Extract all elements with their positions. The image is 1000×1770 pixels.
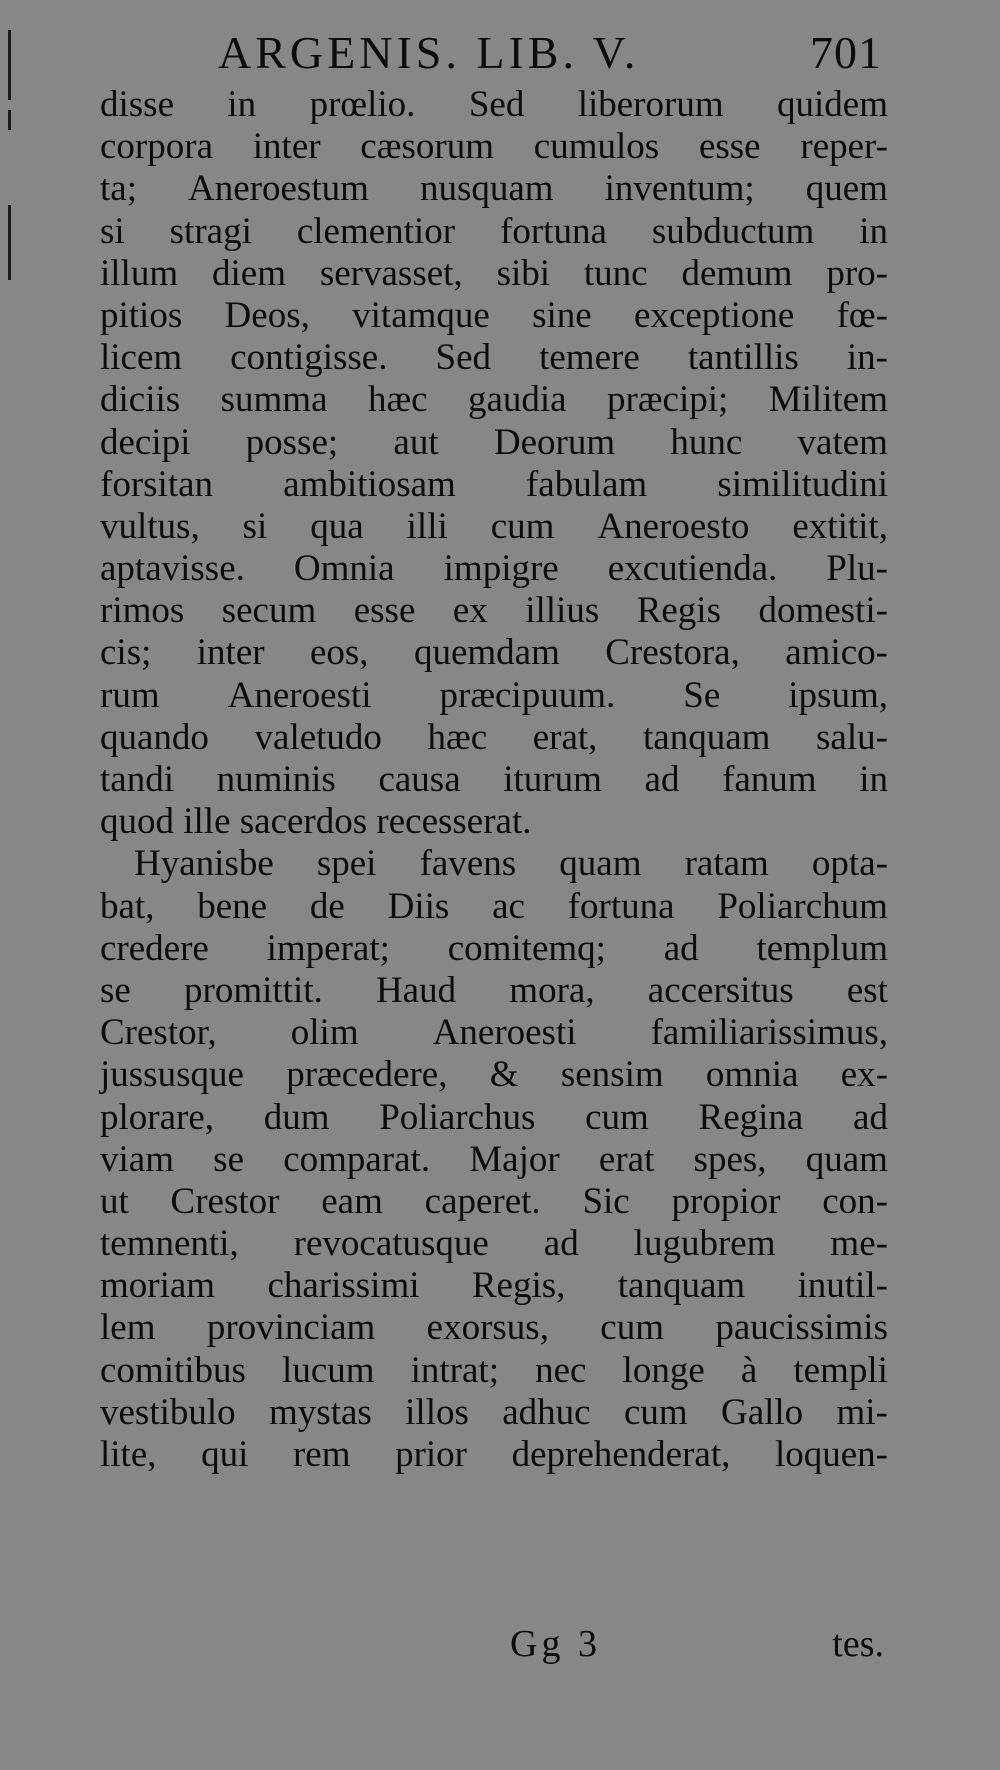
text-line: quod ille sacerdos recesserat. xyxy=(100,801,532,843)
text-line: vultus, si qua illi cum Aneroesto extitit, xyxy=(100,505,888,547)
text-line: viam se comparat. Major erat spes, quam xyxy=(100,1138,888,1180)
text-line: Crestor, olim Aneroesti familiarissimus, xyxy=(100,1012,888,1054)
text-line: diciis summa hæc gaudia præcipi; Militem xyxy=(100,379,888,421)
running-head xyxy=(100,26,890,86)
text-line: se promittit. Haud mora, accersitus est xyxy=(100,969,888,1011)
page-number: 701 xyxy=(810,27,882,78)
text-line: corpora inter cæsorum cumulos esse reper- xyxy=(100,126,888,168)
page-footer xyxy=(100,1622,890,1672)
text-line: jussusque præcedere, & sensim omnia ex- xyxy=(100,1054,888,1096)
gutter-margin-mark xyxy=(8,205,11,280)
text-line: credere imperat; comitemq; ad templum xyxy=(100,927,888,969)
text-line: lem provinciam exorsus, cum paucissimis xyxy=(100,1307,888,1349)
gutter-margin-mark xyxy=(8,110,11,130)
text-line: bat, bene de Diis ac fortuna Poliarchum xyxy=(100,885,888,927)
text-line: disse in prœlio. Sed liberorum quidem xyxy=(100,84,888,125)
text-line: vestibulo mystas illos adhuc cum Gallo mi- xyxy=(100,1391,888,1433)
text-line: rum Aneroesti præcipuum. Se ipsum, xyxy=(100,674,888,716)
text-line: cis; inter eos, quemdam Crestora, amico- xyxy=(100,632,888,674)
text-line: temnenti, revocatusque ad lugubrem me- xyxy=(100,1223,888,1265)
text-line: forsitan ambitiosam fabulam similitudini xyxy=(100,463,888,505)
text-line: Hyanisbe spei favens quam ratam opta- xyxy=(134,843,888,885)
text-line: ut Crestor eam caperet. Sic propior con- xyxy=(100,1180,888,1222)
running-title: ARGENIS. LIB. V. xyxy=(218,27,640,78)
text-line: comitibus lucum intrat; nec longe à templi xyxy=(100,1349,888,1391)
gutter-margin-mark xyxy=(8,30,11,100)
catchword: tes. xyxy=(832,1623,884,1665)
text-line: decipi posse; aut Deorum hunc vatem xyxy=(100,421,888,463)
text-line: illum diem servasset, sibi tunc demum pro- xyxy=(100,252,888,294)
text-line: aptavisse. Omnia impigre excutienda. Plu- xyxy=(100,548,888,590)
body-text xyxy=(100,84,888,1476)
text-line: si stragi clementior fortuna subductum in xyxy=(100,210,888,252)
signature-mark: Gg 3 xyxy=(510,1623,601,1665)
text-line: licem contigisse. Sed temere tantillis in- xyxy=(100,337,888,379)
text-line: tandi numinis causa iturum ad fanum in xyxy=(100,759,888,800)
text-line: lite, qui rem prior deprehenderat, loquen- xyxy=(100,1434,888,1475)
text-line: ta; Aneroestum nusquam inventum; quem xyxy=(100,168,888,210)
text-line: rimos secum esse ex illius Regis domesti- xyxy=(100,590,888,632)
text-line: quando valetudo hæc erat, tanquam salu- xyxy=(100,716,888,758)
text-line: pitios Deos, vitamque sine exceptione fœ- xyxy=(100,294,888,336)
text-line: moriam charissimi Regis, tanquam inutil- xyxy=(100,1265,888,1307)
text-line: plorare, dum Poliarchus cum Regina ad xyxy=(100,1096,888,1138)
